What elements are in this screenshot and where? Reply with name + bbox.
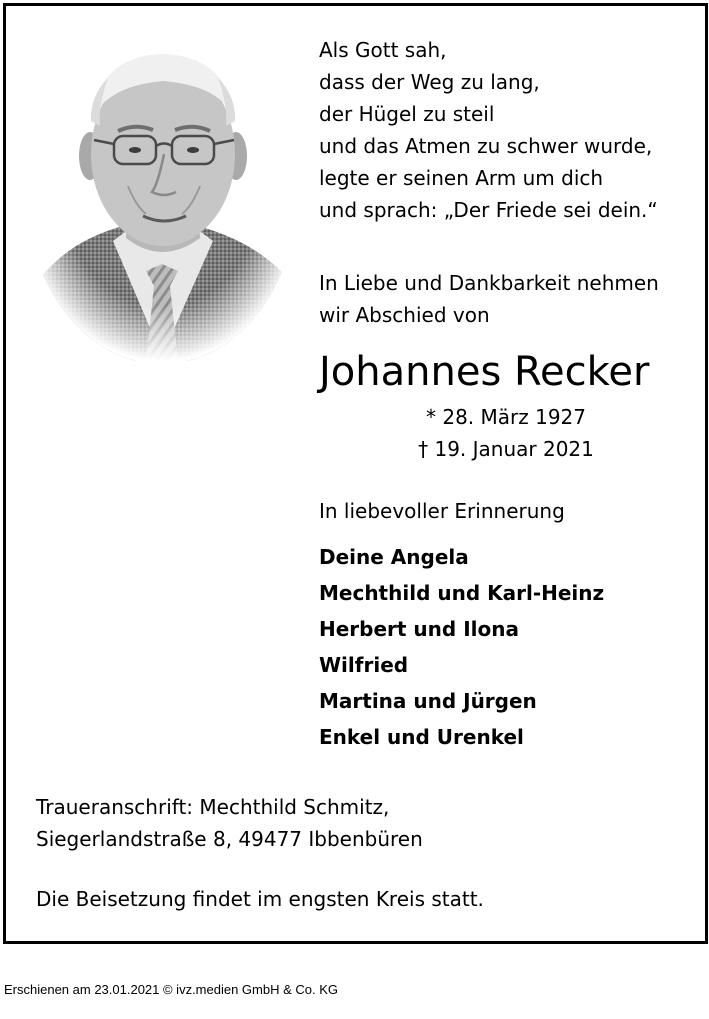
poem-line: dass der Weg zu lang, [319, 70, 540, 94]
poem [319, 34, 699, 226]
death-date: † 19. Januar 2021 [418, 437, 594, 461]
publication-footer: Erschienen am 23.01.2021 © ivz.medien GmbH & Co. KG [4, 982, 339, 997]
mourner-entry: Enkel und Urenkel [319, 725, 524, 749]
intro-text [319, 267, 699, 331]
birth-date: * 28. März 1927 [425, 405, 586, 429]
mourning-address [36, 791, 686, 855]
mourner-entry: Martina und Jürgen [319, 689, 537, 713]
deceased-name: Johannes Recker [319, 349, 650, 395]
portrait-photo [28, 26, 296, 361]
poem-line: der Hügel zu steil [319, 102, 495, 126]
poem-line: Als Gott sah, [319, 38, 447, 62]
burial-notice: Die Beisetzung findet im engsten Kreis statt. [36, 887, 484, 911]
poem-line: und sprach: „Der Friede sei dein.“ [319, 198, 658, 222]
mourners-list [319, 539, 699, 755]
intro-line: wir Abschied von [319, 303, 490, 327]
address-line: Siegerlandstraße 8, 49477 Ibbenbüren [36, 827, 423, 851]
mourner-entry: Wilfried [319, 653, 409, 677]
intro-line: In Liebe und Dankbarkeit nehmen [319, 271, 659, 295]
mourner-entry: Mechthild und Karl-Heinz [319, 581, 605, 605]
poem-line: und das Atmen zu schwer wurde, [319, 134, 653, 158]
life-dates [396, 401, 616, 465]
mourner-entry: Deine Angela [319, 545, 469, 569]
poem-line: legte er seinen Arm um dich [319, 166, 604, 190]
obituary-frame [3, 3, 708, 944]
mourner-entry: Herbert und Ilona [319, 617, 519, 641]
remembrance-text: In liebevoller Erinnerung [319, 499, 565, 523]
address-line: Traueranschrift: Mechthild Schmitz, [36, 795, 390, 819]
portrait-image [28, 26, 296, 361]
